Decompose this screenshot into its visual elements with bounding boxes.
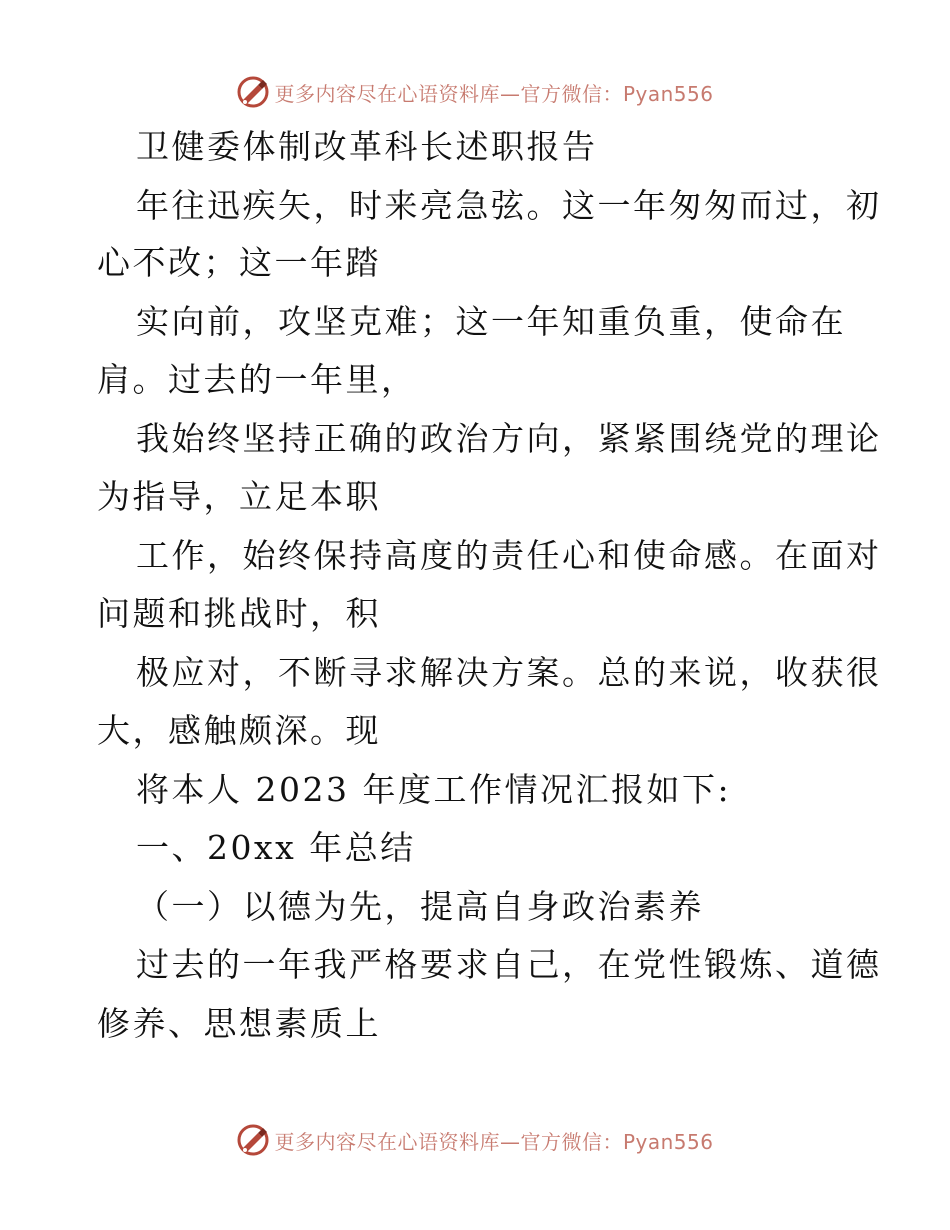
paragraph-line: 工作，始终保持高度的责任心和使命感。在面对 (136, 536, 882, 575)
watermark-text: 更多内容尽在心语资料库—官方微信：Pyan556 (274, 81, 714, 106)
paragraph-line: 过去的一年我严格要求自己，在党性锻炼、道德 (136, 945, 882, 984)
subsection-heading: （一）以德为先，提高自身政治素养 (136, 887, 704, 926)
paragraph-line: 大，感触颇深。现 (97, 711, 381, 750)
watermark-text: 更多内容尽在心语资料库—官方微信：Pyan556 (274, 1129, 714, 1154)
header-watermark (0, 72, 950, 112)
document-title: 卫健委体制改革科长述职报告 (136, 127, 598, 166)
pen-circle-logo-icon (236, 1123, 270, 1157)
paragraph-line: 为指导，立足本职 (97, 477, 381, 516)
paragraph-line: 问题和挑战时，积 (97, 594, 381, 633)
paragraph-line: 实向前，攻坚克难；这一年知重负重，使命在 (136, 302, 846, 341)
paragraph-line: 我始终坚持正确的政治方向，紧紧围绕党的理论 (136, 419, 882, 458)
paragraph-line: 极应对，不断寻求解决方案。总的来说，收获很 (136, 653, 882, 692)
paragraph-line: 肩。过去的一年里， (97, 360, 417, 399)
section-heading: 一、20xx 年总结 (136, 828, 416, 867)
paragraph-line: 心不改；这一年踏 (97, 243, 381, 282)
paragraph-line: 修养、思想素质上 (97, 1004, 381, 1043)
pen-circle-logo-icon (236, 75, 270, 109)
footer-watermark (0, 1120, 950, 1160)
paragraph-line: 年往迅疾矢，时来亮急弦。这一年匆匆而过，初 (136, 186, 882, 225)
paragraph-line: 将本人 2023 年度工作情况汇报如下: (136, 770, 732, 809)
